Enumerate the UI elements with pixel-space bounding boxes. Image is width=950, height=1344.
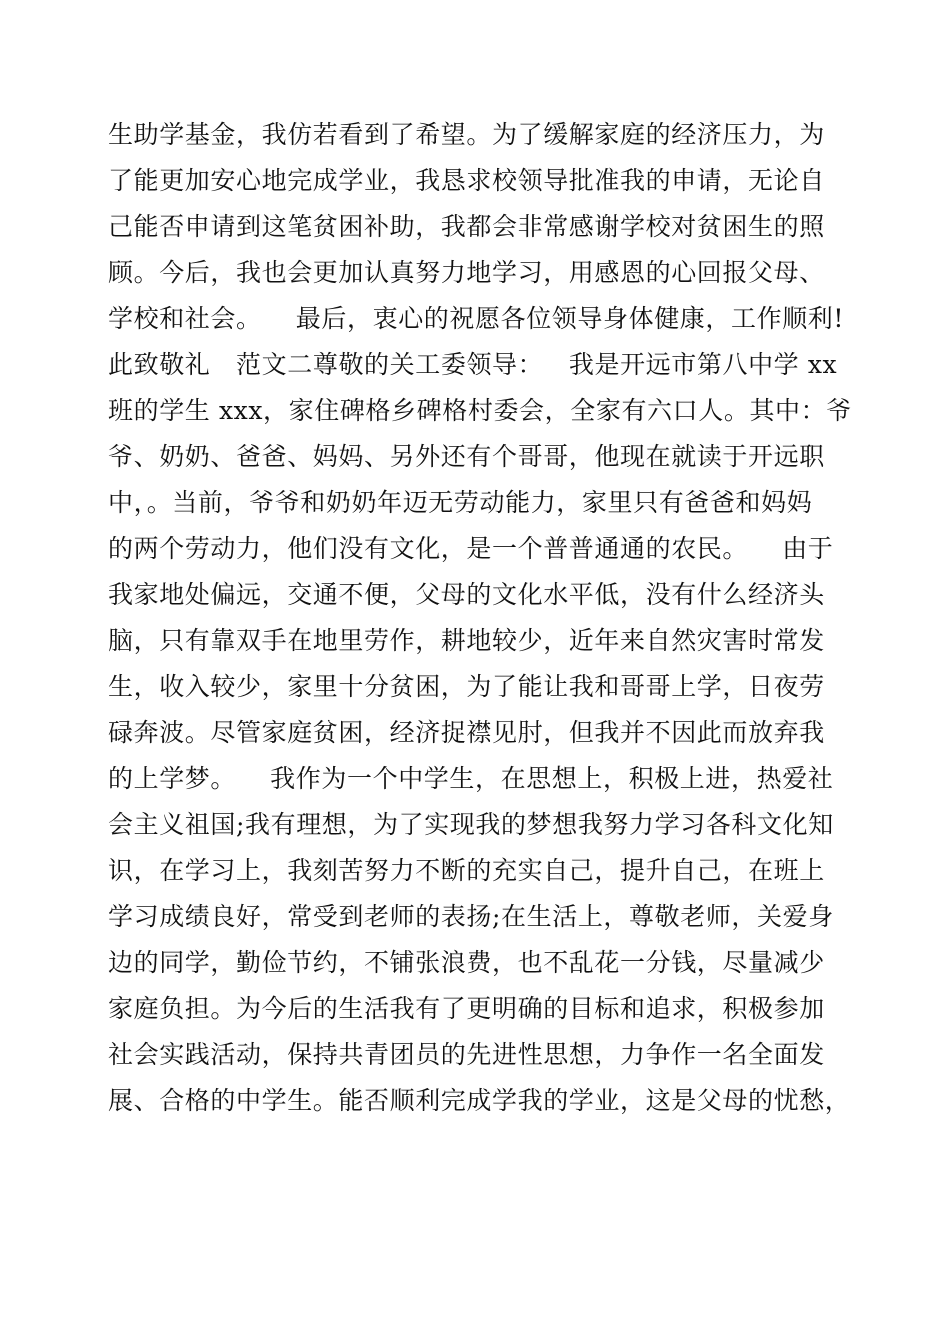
text-line: 学校和社会。 最后，衷心的祝愿各位领导身体健康，工作顺利!	[108, 304, 845, 333]
text-line: 社会实践活动，保持共青团员的先进性思想，力争作一名全面发	[108, 1040, 825, 1069]
text-line: 班的学生 xxx，家住碑格乡碑格村委会，全家有六口人。其中：爷	[108, 396, 852, 425]
text-line: 我家地处偏远，交通不便，父母的文化水平低，没有什么经济头	[108, 580, 825, 609]
text-line: 此致敬礼 范文二尊敬的关工委领导： 我是开远市第八中学 xx	[108, 350, 838, 379]
text-line: 学习成绩良好，常受到老师的表扬;在生活上，尊敬老师，关爱身	[108, 902, 834, 931]
text-line: 了能更加安心地完成学业，我恳求校领导批准我的申请，无论自	[108, 166, 825, 195]
text-line: 生助学基金，我仿若看到了希望。为了缓解家庭的经济压力，为	[108, 120, 825, 149]
text-line: 顾。今后，我也会更加认真努力地学习，用感恩的心回报父母、	[108, 258, 825, 287]
text-line: 脑，只有靠双手在地里劳作，耕地较少，近年来自然灾害时常发	[108, 626, 825, 655]
text-line: 生，收入较少，家里十分贫困，为了能让我和哥哥上学，日夜劳	[108, 672, 825, 701]
text-line: 边的同学，勤俭节约，不铺张浪费，也不乱花一分钱，尽量减少	[108, 948, 825, 977]
text-line: 爷、奶奶、爸爸、妈妈、另外还有个哥哥，他现在就读于开远职	[108, 442, 825, 471]
text-line: 的上学梦。 我作为一个中学生，在思想上，积极上进，热爱社	[108, 764, 834, 793]
text-line: 会主义祖国;我有理想，为了实现我的梦想我努力学习各科文化知	[108, 810, 834, 839]
document-body	[108, 112, 868, 1124]
text-line: 己能否申请到这笔贫困补助，我都会非常感谢学校对贫困生的照	[108, 212, 825, 241]
text-line: 的两个劳动力，他们没有文化，是一个普普通通的农民。 由于	[108, 534, 834, 563]
text-line: 展、合格的中学生。能否顺利完成学我的学业，这是父母的忧愁，	[108, 1086, 851, 1115]
text-line: 中，。当前，爷爷和奶奶年迈无劳动能力，家里只有爸爸和妈妈	[108, 488, 813, 517]
text-line: 识，在学习上，我刻苦努力不断的充实自己，提升自己，在班上	[108, 856, 825, 885]
text-line: 碌奔波。尽管家庭贫困，经济捉襟见肘，但我并不因此而放弃我	[108, 718, 825, 747]
text-line: 家庭负担。为今后的生活我有了更明确的目标和追求，积极参加	[108, 994, 825, 1023]
